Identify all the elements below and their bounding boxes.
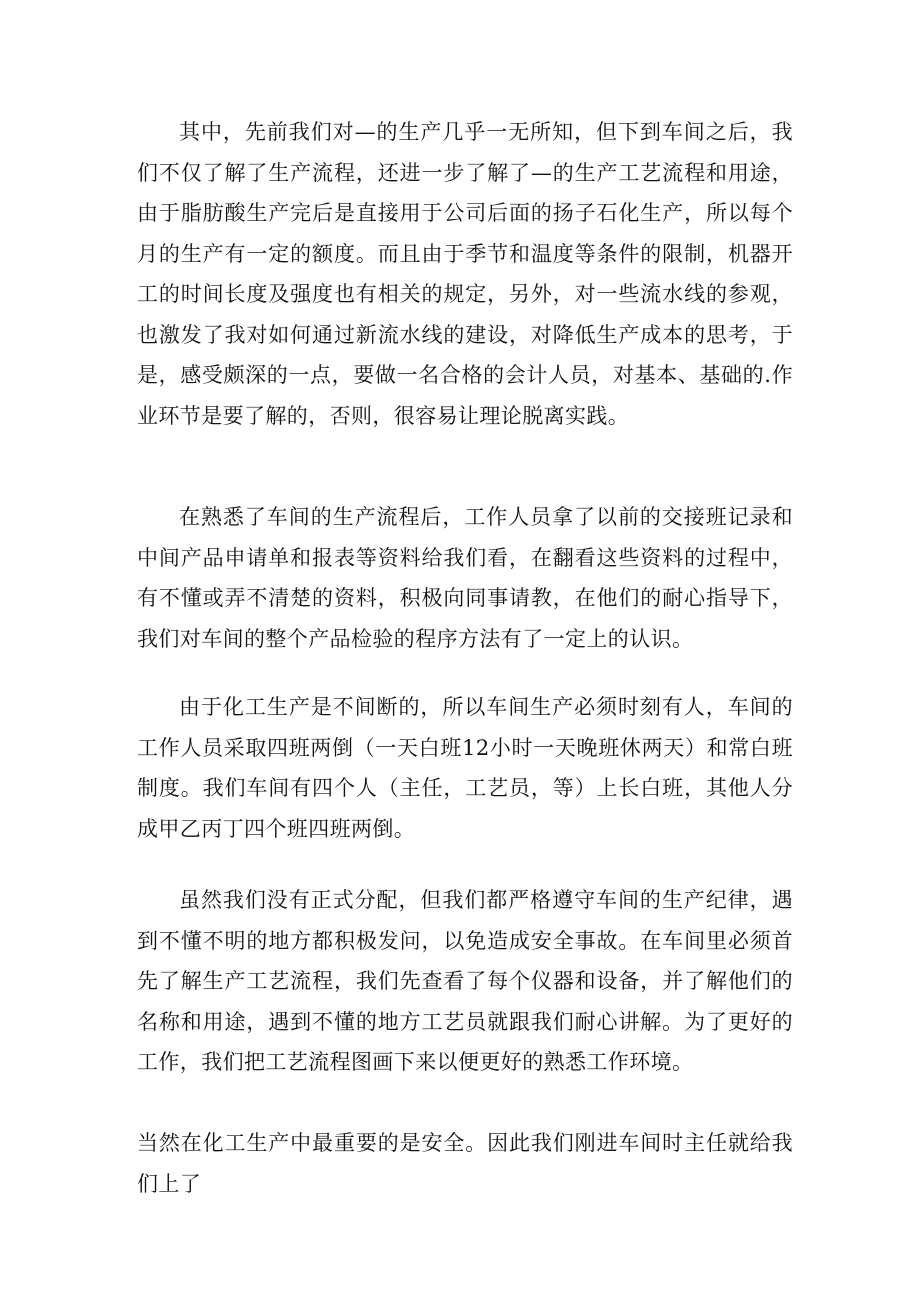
paragraph-4: 虽然我们没有正式分配，但我们都严格遵守车间的生产纪律，遇到不懂不明的地方都积极发问，以免造成安全事故。在车间里必须首先了解生产工艺流程，我们先查看了每个仪器和设备，并了解他们的名称和用途，遇到不懂的地方工艺员就跟我们耐心讲解。为了更好的工作，我们把工艺流程图画下来以便更好的熟悉工作环境。 <box>137 888 793 1074</box>
paragraph-3-container <box>137 687 793 849</box>
paragraph-1-container <box>137 112 793 436</box>
paragraph-4-container <box>137 880 793 1083</box>
paragraph-5-container <box>137 1123 793 1204</box>
paragraph-1: 其中，先前我们对—的生产几乎一无所知，但下到车间之后，我们不仅了解了生产流程，还进一步了解了—的生产工艺流程和用途，由于脂肪酸生产完后是直接用于公司后面的扬子石化生产，所以每个月的生产有一定的额度。而且由于季节和温度等条件的限制，机器开工的时间长度及强度也有相关的规定，另外，对一些流水线的参观，也激发了我对如何通过新流水线的建设，对降低生产成本的思考，于是，感受颇深的一点，要做一名合格的会计人员，对基本、基础的.作业环节是要了解的，否则，很容易让理论脱离实践。 <box>137 120 793 428</box>
paragraph-2: 在熟悉了车间的生产流程后，工作人员拿了以前的交接班记录和中间产品申请单和报表等资料给我们看，在翻看这些资料的过程中，有不懂或弄不清楚的资料，积极向同事请教，在他们的耐心指导下，我们对车间的整个产品检验的程序方法有了一定上的认识。 <box>137 505 793 651</box>
paragraph-2-container <box>137 497 793 659</box>
paragraph-5: 当然在化工生产中最重要的是安全。因此我们刚进车间时主任就给我们上了 <box>137 1131 793 1196</box>
paragraph-3: 由于化工生产是不间断的，所以车间生产必须时刻有人，车间的工作人员采取四班两倒（一天白班12小时一天晚班休两天）和常白班制度。我们车间有四个人（主任，工艺员，等）上长白班，其他人分成甲乙丙丁四个班四班两倒。 <box>137 695 793 841</box>
